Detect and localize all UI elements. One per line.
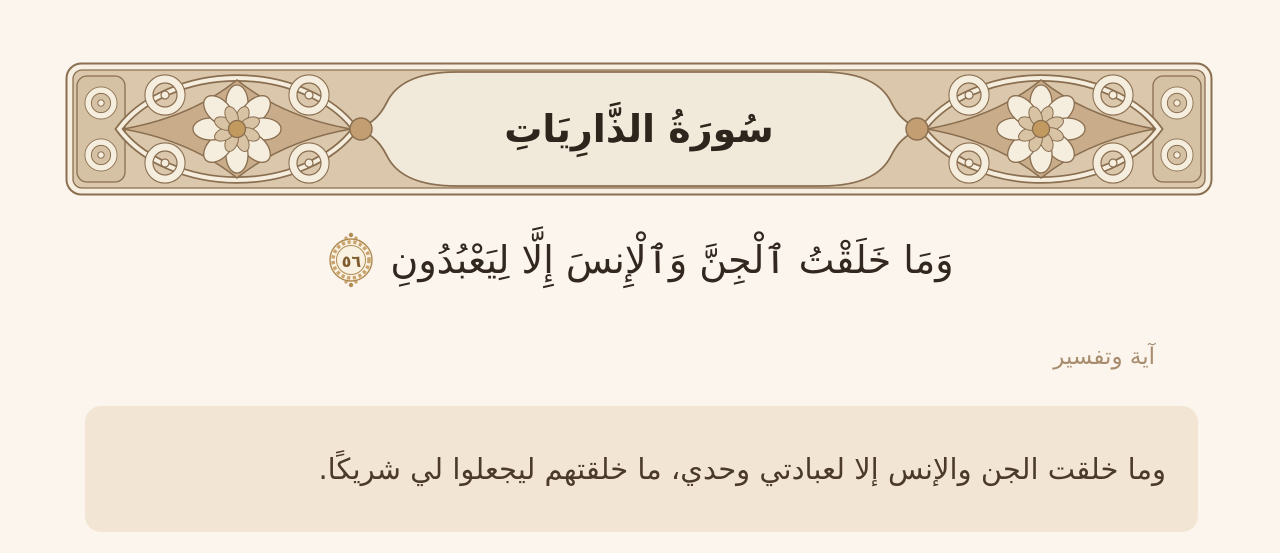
surah-banner [65,62,1213,196]
section-label: آية وتفسير [1053,344,1155,370]
verse-text: وَمَا خَلَقْتُ ٱلْجِنَّ وَٱلْإِنسَ إِلَّا لِيَعْبُدُونِ [390,237,954,282]
surah-title: سُورَةُ الذَّارِيَاتِ [504,107,774,151]
tafsir-text: وما خلقت الجن والإنس إلا لعبادتي وحدي، ما خلقتهم ليجعلوا لي شريكًا. [318,451,1166,486]
tafsir-box [85,406,1198,532]
ayah-number: ٥٦ [341,251,362,271]
verse-row [0,210,1280,310]
ayah-number-marker [326,231,376,289]
